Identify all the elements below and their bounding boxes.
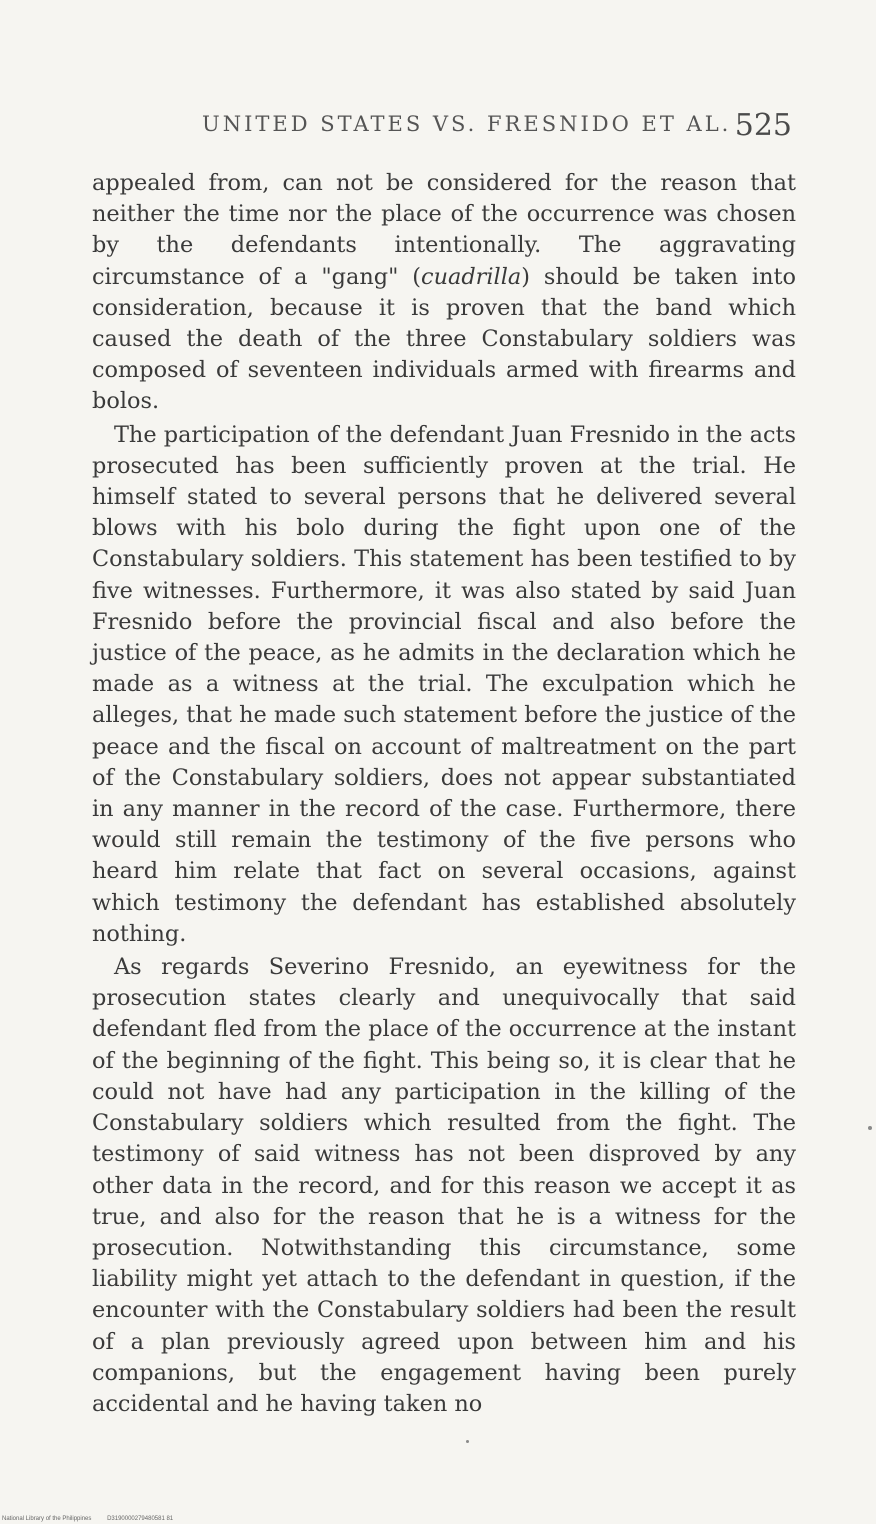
paragraph-3 — [92, 952, 796, 1420]
page-number: 525 — [734, 108, 792, 143]
scan-speck — [868, 1126, 872, 1130]
running-head — [92, 108, 798, 148]
text-run: As regards Severino Fresnido, an eyewitness for the prosecution states clearly and unequivocally that said defendant fled from the place of the occurrence at the instant of the beginning of the fight. This being so, it is clear that he could not have had any participation in the killing of the Constabulary soldiers which resulted from the fight. The testimony of said witness has not been disproved by any other data in the record, and for this reason we accept it as true, and also for the reason that he is a witness for the prosecution. Notwithstanding this circumstance, some liability might yet attach to the defendant in question, if the encounter with the Constabulary soldiers had been the result of a plan previously agreed upon between him and his companions, but the engagement having been purely accidental and he having taken no — [92, 954, 796, 1417]
body-text — [92, 168, 796, 1420]
text-run: appealed from, can not be considered for the reason that neither the time nor the place of the occurrence was chosen by the defendants intentionally. The aggravating circumstance of a "gang" ( — [92, 170, 796, 290]
footer-library: National Library of the Philippines — [2, 1516, 92, 1522]
paragraph-1 — [92, 168, 796, 418]
running-title: UNITED STATES VS. FRESNIDO ET AL. — [202, 112, 732, 136]
paragraph-2 — [92, 420, 796, 950]
italic-run: cuadrilla — [421, 263, 522, 290]
scan-footer — [2, 1516, 187, 1522]
text-run: ) should be taken into consideration, because it is proven that the band which caused the death of the three Constabulary soldiers was composed of seventeen individuals armed with firearms and bolos. — [92, 263, 796, 415]
text-run: The participation of the defendant Juan Fresnido in the acts prosecuted has been sufficiently proven at the trial. He himself stated to several persons that he delivered several blows with his bolo during the fight upon one of the Constabulary soldiers. This statement has been testified to by five witnesses. Furthermore, it was also stated by said Juan Fresnido before the provincial fiscal and also before the justice of the peace, as he admits in the declaration which he made as a witness at the trial. The exculpation which he alleges, that he made such statement before the justice of the peace and the fiscal on account of maltreatment on the part of the Constabulary soldiers, does not appear substantiated in any manner in the record of the case. Furthermore, there would still remain the testimony of the five persons who heard him relate that fact on several occasions, against which testimony the defendant has established absolutely nothing. — [92, 421, 796, 947]
footer-code: D3190000279480581 81 — [107, 1516, 174, 1522]
scan-speck — [466, 1440, 469, 1443]
